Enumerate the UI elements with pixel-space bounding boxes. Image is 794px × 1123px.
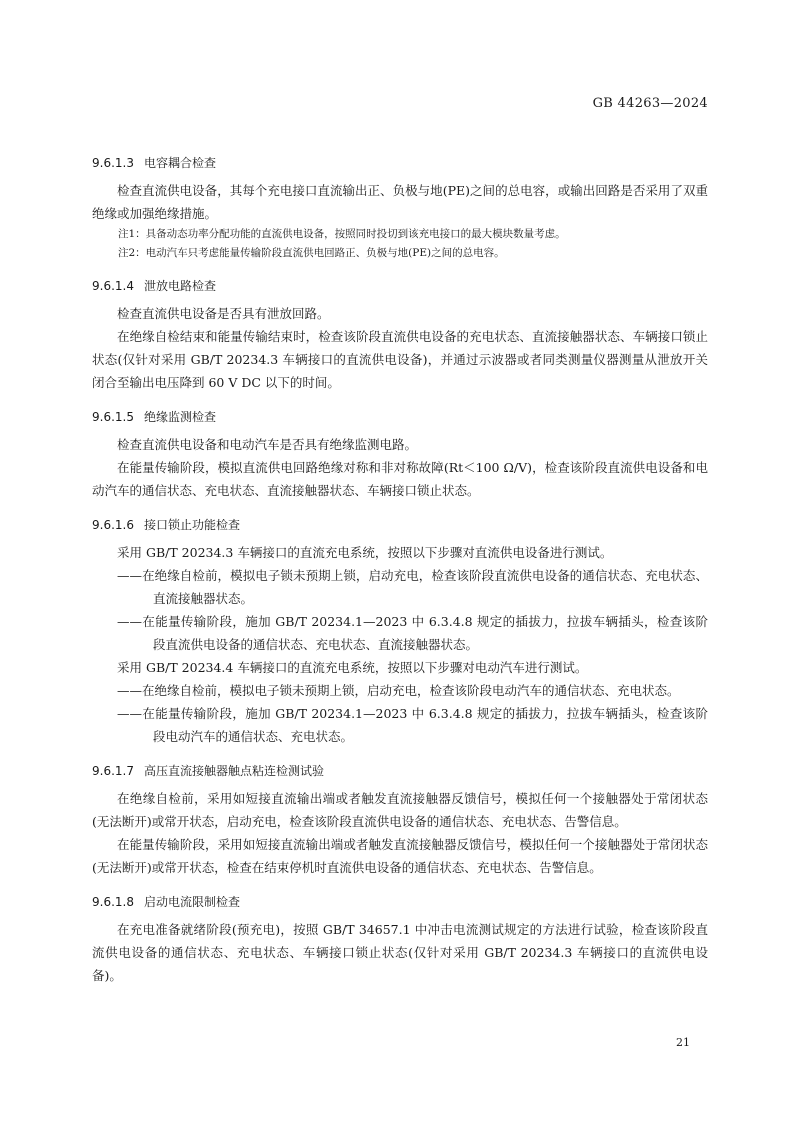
- page-number: 21: [676, 1036, 690, 1049]
- note: 注2：电动汽车只考虑能量传输阶段直流供电回路正、负极与地(PE)之间的总电容。: [118, 247, 505, 259]
- section-number: 9.6.1.7: [92, 764, 134, 778]
- paragraph: 采用 GB/T 20234.3 车辆接口的直流充电系统，按照以下步骤对直流供电设备进行测试。: [117, 545, 613, 560]
- section-title: 绝缘监测检查: [144, 410, 217, 424]
- paragraph: 采用 GB/T 20234.4 车辆接口的直流充电系统，按照以下步骤对电动汽车进行测试。: [117, 660, 588, 675]
- section-number: 9.6.1.3: [92, 156, 134, 170]
- paragraph: 检查直流供电设备和电动汽车是否具有绝缘监测电路。: [117, 437, 418, 452]
- section-title: 高压直流接触器触点粘连检测试验: [144, 764, 325, 778]
- note: 注1：具备动态功率分配功能的直流供电设备，按照同时投切到该充电接口的最大模块数量考虑。: [118, 228, 566, 240]
- standard-number: GB 44263—2024: [592, 96, 708, 111]
- section-number: 9.6.1.8: [92, 895, 134, 909]
- section-heading-9-6-1-4: [92, 277, 708, 294]
- paragraph: 在绝缘自检结束和能量传输结束时，检查该阶段直流供电设备的充电状态、直流接触器状态、车辆接口锁止状态(仅针对采用 GB/T 20234.3 车辆接口的直流供电设备)，并通过示波器或者同类测量仪器测量从泄放开关闭合至输出电压降到 60 V DC 以下的时间。: [92, 329, 708, 390]
- paragraph: 在能量传输阶段，采用如短接直流输出端或者触发直流接触器反馈信号，模拟任何一个接触器处于常闭状态(无法断开)或常开状态，检查在结束停机时直流供电设备的通信状态、充电状态、告警信息。: [92, 837, 708, 875]
- paragraph: 在充电准备就绪阶段(预充电)，按照 GB/T 34657.1 中冲击电流测试规定的方法进行试验，检查该阶段直流供电设备的通信状态、充电状态、车辆接口锁止状态(仅针对采用 GB/T 20234.3 车辆接口的直流供电设备)。: [92, 922, 708, 983]
- paragraph: 检查直流供电设备是否具有泄放回路。: [117, 306, 330, 321]
- section-title: 接口锁止功能检查: [144, 518, 241, 532]
- paragraph: 检查直流供电设备，其每个充电接口直流输出正、负极与地(PE)之间的总电容，或输出回路是否采用了双重绝缘或加强绝缘措施。: [92, 183, 708, 221]
- section-number: 9.6.1.5: [92, 410, 134, 424]
- section-heading-9-6-1-7: [92, 762, 708, 779]
- paragraph: 在能量传输阶段，模拟直流供电回路绝缘对称和非对称故障(Rt＜100 Ω/V)，检查该阶段直流供电设备和电动汽车的通信状态、充电状态、直流接触器状态、车辆接口锁止状态。: [92, 460, 708, 498]
- dash-list-item: ——在绝缘自检前，模拟电子锁未预期上锁，启动充电，检查该阶段直流供电设备的通信状态、充电状态、直流接触器状态。: [117, 568, 708, 606]
- section-heading-9-6-1-3: [92, 154, 708, 171]
- section-heading-9-6-1-6: [92, 516, 708, 533]
- section-number: 9.6.1.6: [92, 518, 134, 532]
- section-title: 泄放电路检查: [144, 279, 217, 293]
- section-title: 启动电流限制检查: [144, 895, 241, 909]
- dash-list-item: ——在绝缘自检前，模拟电子锁未预期上锁，启动充电，检查该阶段电动汽车的通信状态、充电状态。: [117, 683, 680, 698]
- section-title: 电容耦合检查: [144, 156, 217, 170]
- section-heading-9-6-1-8: [92, 893, 708, 910]
- document-body: [92, 140, 708, 987]
- section-heading-9-6-1-5: [92, 408, 708, 425]
- dash-list-item: ——在能量传输阶段，施加 GB/T 20234.1—2023 中 6.3.4.8 规定的插拔力，拉拔车辆插头，检查该阶段电动汽车的通信状态、充电状态。: [117, 706, 708, 744]
- dash-list-item: ——在能量传输阶段，施加 GB/T 20234.1—2023 中 6.3.4.8 规定的插拔力，拉拔车辆插头，检查该阶段直流供电设备的通信状态、充电状态、直流接触器状态。: [117, 614, 708, 652]
- section-number: 9.6.1.4: [92, 279, 134, 293]
- paragraph: 在绝缘自检前，采用如短接直流输出端或者触发直流接触器反馈信号，模拟任何一个接触器处于常闭状态(无法断开)或常开状态，启动充电，检查该阶段直流供电设备的通信状态、充电状态、告警信息。: [92, 791, 708, 829]
